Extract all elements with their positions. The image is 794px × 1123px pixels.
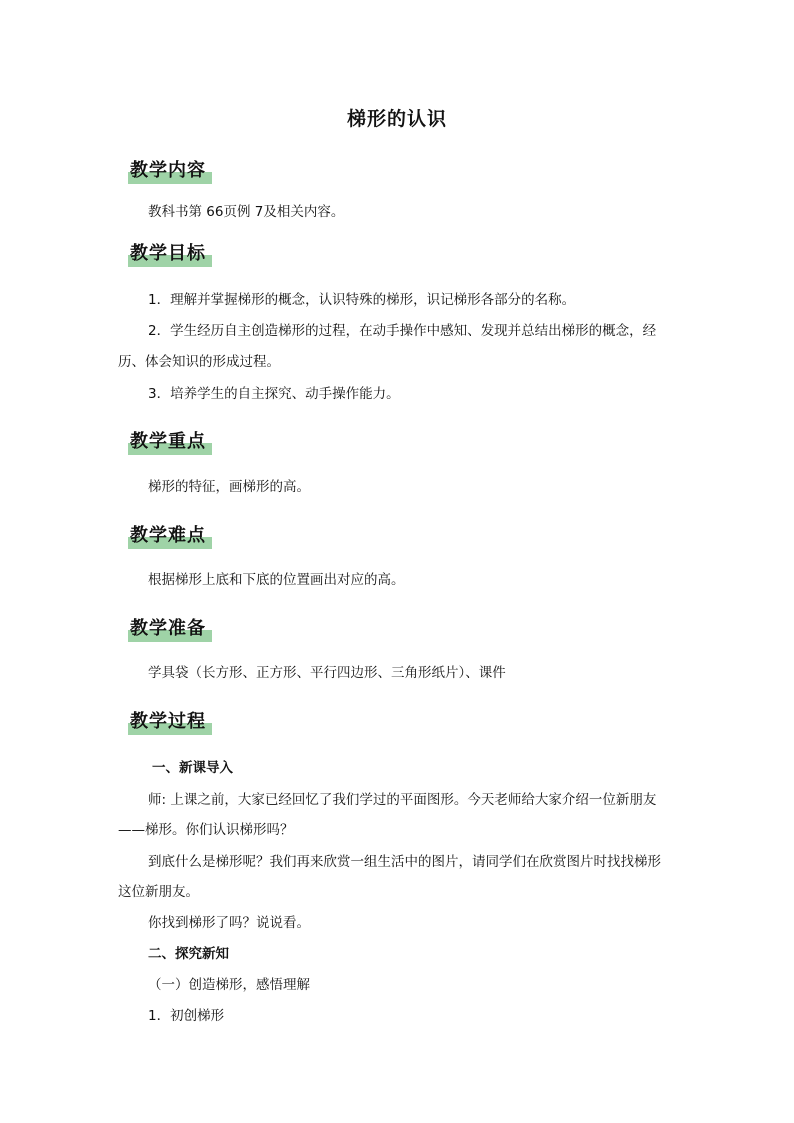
heading-goals: 教学目标 [128, 241, 212, 269]
process-line-1: 师: 上课之前，大家已经回忆了我们学过的平面图形。今天老师给大家介绍一位新朋友 [148, 792, 657, 808]
process-part-1: 一、新课导入 [152, 760, 233, 776]
heading-key: 教学重点 [128, 429, 212, 457]
difficulty-text: 根据梯形上底和下底的位置画出对应的高。 [148, 572, 405, 588]
goal-item-3: 3．培养学生的自主探究、动手操作能力。 [148, 386, 400, 402]
process-line-4: 这位新朋友。 [118, 884, 199, 900]
process-sub-1: （一）创造梯形，感悟理解 [148, 977, 310, 993]
process-line-3: 到底什么是梯形呢？我们再来欣赏一组生活中的图片，请同学们在欣赏图片时找找梯形 [148, 854, 661, 870]
process-line-2: ——梯形。你们认识梯形吗？ [118, 822, 294, 838]
process-line-5: 你找到梯形了吗？说说看。 [148, 915, 310, 931]
heading-prep: 教学准备 [128, 616, 212, 644]
process-part-2: 二、探究新知 [148, 946, 229, 962]
heading-difficulty: 教学难点 [128, 523, 212, 551]
heading-content: 教学内容 [128, 158, 212, 186]
goal-item-2-cont: 历、体会知识的形成过程。 [118, 354, 280, 370]
goal-item-1: 1．理解并掌握梯形的概念，认识特殊的梯形，识记梯形各部分的名称。 [148, 292, 576, 308]
content-text: 教科书第 66页例 7及相关内容。 [148, 204, 345, 220]
prep-text: 学具袋（长方形、正方形、平行四边形、三角形纸片）、课件 [148, 665, 506, 681]
goal-item-2: 2．学生经历自主创造梯形的过程，在动手操作中感知、发现并总结出梯形的概念，经 [148, 323, 657, 339]
heading-process: 教学过程 [128, 709, 212, 737]
process-step-1: 1．初创梯形 [148, 1008, 225, 1024]
key-text: 梯形的特征，画梯形的高。 [148, 479, 310, 495]
page-title: 梯形的认识 [346, 108, 447, 130]
